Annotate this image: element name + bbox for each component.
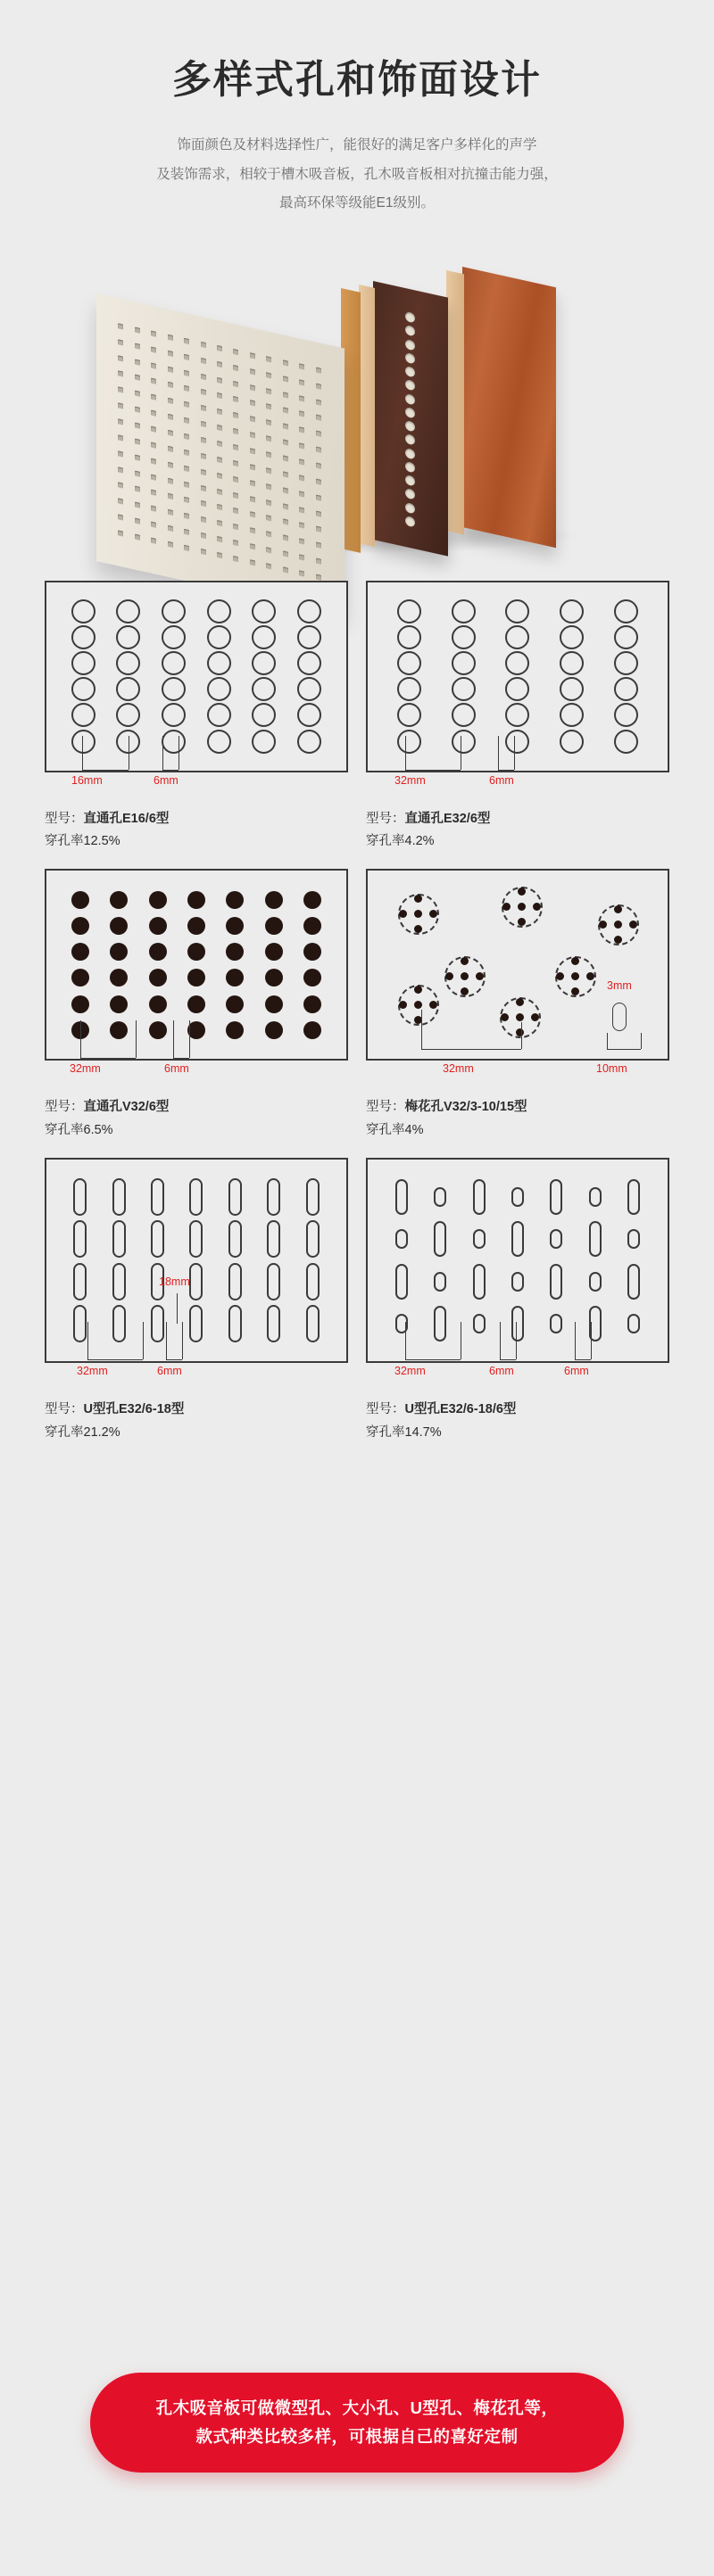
- dim-line: [405, 770, 461, 771]
- pattern-card-plum-hole-v32-3-10-15: [366, 869, 669, 1142]
- leader-line: [87, 1322, 88, 1359]
- model-label: 型号：: [45, 1100, 84, 1115]
- leader-line: [162, 736, 163, 770]
- leader-line: [421, 1010, 422, 1049]
- dim-label-pitch: 32mm: [394, 773, 426, 787]
- dimension-labels: [45, 1363, 348, 1393]
- light-panel-hole-grid: [112, 317, 327, 587]
- pattern-spec-grid: [45, 581, 669, 1460]
- plum-cluster: [598, 904, 639, 945]
- pattern-diagram: [45, 869, 348, 1061]
- rate-label: 穿孔率: [366, 1122, 405, 1137]
- rate-value: 14.7%: [404, 1424, 442, 1440]
- panel-dark-wood: [373, 281, 448, 557]
- page-subtitle: [134, 131, 580, 219]
- rate-label: 穿孔率: [45, 1122, 84, 1137]
- pattern-diagram: [45, 581, 348, 772]
- pattern-card-straight-hole-e16-6: [45, 581, 348, 854]
- page-title: 多样式孔和饰面设计: [172, 58, 542, 102]
- leader-line: [498, 736, 499, 770]
- dim-label-pitch: 32mm: [70, 1062, 101, 1076]
- dim-line: [80, 1058, 136, 1059]
- dim-line: [500, 1359, 516, 1360]
- dark-panel-holes: [400, 310, 423, 529]
- rate-value: 6.5%: [83, 1122, 113, 1137]
- model-label: 型号：: [366, 1100, 405, 1115]
- dim-line: [421, 1049, 521, 1050]
- leader-line: [405, 736, 406, 770]
- pattern-card-straight-hole-e32-6: [366, 581, 669, 854]
- dimension-labels: [45, 772, 348, 803]
- model-value: 直通孔E16/6型: [83, 811, 170, 826]
- dim-label-spacing: 10mm: [596, 1062, 627, 1076]
- subtitle-line-3: 最高环保等级能E1级别。: [279, 195, 435, 211]
- pattern-row-2: [45, 869, 669, 1158]
- dim-label-hole: 6mm: [154, 773, 178, 787]
- model-value: U型孔E32/6-18/6型: [404, 1402, 517, 1417]
- hole-grid-round-outline: [46, 582, 346, 771]
- pattern-row-3: [45, 1158, 669, 1460]
- rate-label: 穿孔率: [366, 834, 405, 849]
- dimension-labels: [45, 1061, 348, 1091]
- leader-line: [607, 1033, 608, 1049]
- rate-value: 21.2%: [83, 1424, 120, 1440]
- dim-label-hole: 6mm: [164, 1062, 189, 1076]
- hole-grid-u-slot-mixed: [368, 1160, 668, 1361]
- pattern-caption: [45, 808, 348, 854]
- leader-line: [173, 1020, 174, 1058]
- hole-grid-u-slot: [46, 1160, 346, 1361]
- model-label: 型号：: [45, 1402, 84, 1417]
- dim-label-slot-width: 3mm: [607, 979, 632, 993]
- dim-line: [405, 1359, 461, 1360]
- plum-cluster: [398, 985, 439, 1026]
- banner-line-1: 孔木吸音板可做微型孔、大小孔、U型孔、梅花孔等，: [155, 2398, 559, 2417]
- hole-detail-callout: [612, 1003, 627, 1031]
- model-value: 梅花孔V32/3-10/15型: [404, 1100, 527, 1115]
- pattern-card-u-hole-e32-6-18-6: [366, 1158, 669, 1444]
- leader-line: [82, 736, 83, 770]
- leader-line: [500, 1322, 501, 1359]
- dim-label-pitch: 32mm: [394, 1365, 426, 1378]
- hole-grid-round-outline-sparse: [368, 582, 668, 771]
- dim-label-hole: 6mm: [489, 773, 514, 787]
- leader-line: [143, 1322, 144, 1359]
- leader-line: [591, 1322, 592, 1359]
- pattern-card-u-hole-e32-6-18: [45, 1158, 348, 1444]
- dim-line: [82, 770, 129, 771]
- footer-banner: [90, 2373, 624, 2473]
- banner-line-2: 款式种类比较多样，可根据自己的喜好定制: [195, 2427, 519, 2446]
- plum-cluster: [444, 956, 486, 997]
- leader-line: [182, 1322, 183, 1359]
- model-value: U型孔E32/6-18型: [83, 1402, 185, 1417]
- plum-cluster: [398, 894, 439, 935]
- dim-line: [498, 770, 514, 771]
- rate-value: 4%: [404, 1122, 424, 1137]
- pattern-caption: [366, 1399, 669, 1444]
- leader-line: [575, 1322, 576, 1359]
- pattern-caption: [45, 1096, 348, 1142]
- panel-red-wood-edge: [446, 270, 464, 534]
- dim-label-hole-a: 6mm: [489, 1365, 514, 1378]
- pattern-diagram: [366, 1158, 669, 1363]
- leader-line: [641, 1033, 642, 1049]
- subtitle-line-2: 及装饰需求，相较于槽木吸音板，孔木吸音板相对抗撞击能力强，: [156, 166, 558, 182]
- dim-line: [607, 1049, 641, 1050]
- dimension-labels: [366, 772, 669, 803]
- rate-value: 4.2%: [404, 834, 435, 849]
- dim-line: [173, 1058, 189, 1059]
- model-value: 直通孔E32/6型: [404, 811, 491, 826]
- pattern-row-1: [45, 581, 669, 870]
- dim-line: [162, 770, 178, 771]
- panel-dark-wood-edge: [359, 285, 375, 547]
- leader-line: [514, 736, 515, 770]
- rate-label: 穿孔率: [45, 834, 84, 849]
- leader-line: [521, 1022, 522, 1049]
- pattern-diagram: [366, 581, 669, 772]
- panel-red-wood: [462, 267, 556, 548]
- leader-line: [80, 1020, 81, 1058]
- pattern-caption: [366, 808, 669, 854]
- dim-line: [87, 1359, 143, 1360]
- hole-grid-round-filled: [46, 871, 346, 1059]
- panel-light-perforated: [96, 293, 345, 616]
- leader-line: [516, 1322, 517, 1359]
- model-value: 直通孔V32/6型: [83, 1100, 170, 1115]
- panel-stack: [18, 251, 696, 545]
- pattern-caption: [45, 1399, 348, 1444]
- dim-line: [575, 1359, 591, 1360]
- leader-line: [166, 1322, 167, 1359]
- leader-line: [178, 736, 179, 770]
- rate-label: 穿孔率: [45, 1424, 84, 1440]
- dim-label-pitch: 16mm: [71, 773, 103, 787]
- plum-cluster: [555, 956, 596, 997]
- dim-label-pitch: 32mm: [77, 1365, 108, 1378]
- dim-line: [166, 1359, 182, 1360]
- plum-cluster: [500, 997, 541, 1038]
- dim-label-hole-b: 6mm: [564, 1365, 589, 1378]
- page-header: [0, 0, 714, 219]
- leader-line: [189, 1020, 190, 1058]
- dimension-labels: [366, 1363, 669, 1393]
- pattern-diagram: [366, 869, 669, 1061]
- product-photo: [18, 251, 696, 545]
- leader-line: [405, 1322, 406, 1359]
- pattern-caption: [366, 1096, 669, 1142]
- model-label: 型号：: [45, 811, 84, 826]
- pattern-card-straight-hole-v32-6: [45, 869, 348, 1142]
- model-label: 型号：: [366, 1402, 405, 1417]
- leader-line: [177, 1293, 178, 1324]
- dim-label-slot-length: 18mm: [159, 1276, 190, 1289]
- dim-label-hole: 6mm: [157, 1365, 182, 1378]
- pattern-diagram: [45, 1158, 348, 1363]
- dim-label-pitch: 32mm: [443, 1062, 474, 1076]
- leader-line: [136, 1020, 137, 1058]
- subtitle-line-1: 饰面颜色及材料选择性广，能很好的满足客户多样化的声学: [177, 137, 537, 153]
- rate-value: 12.5%: [83, 834, 120, 849]
- plum-cluster: [502, 887, 543, 928]
- dimension-labels: [366, 1061, 669, 1091]
- rate-label: 穿孔率: [366, 1424, 405, 1440]
- model-label: 型号：: [366, 811, 405, 826]
